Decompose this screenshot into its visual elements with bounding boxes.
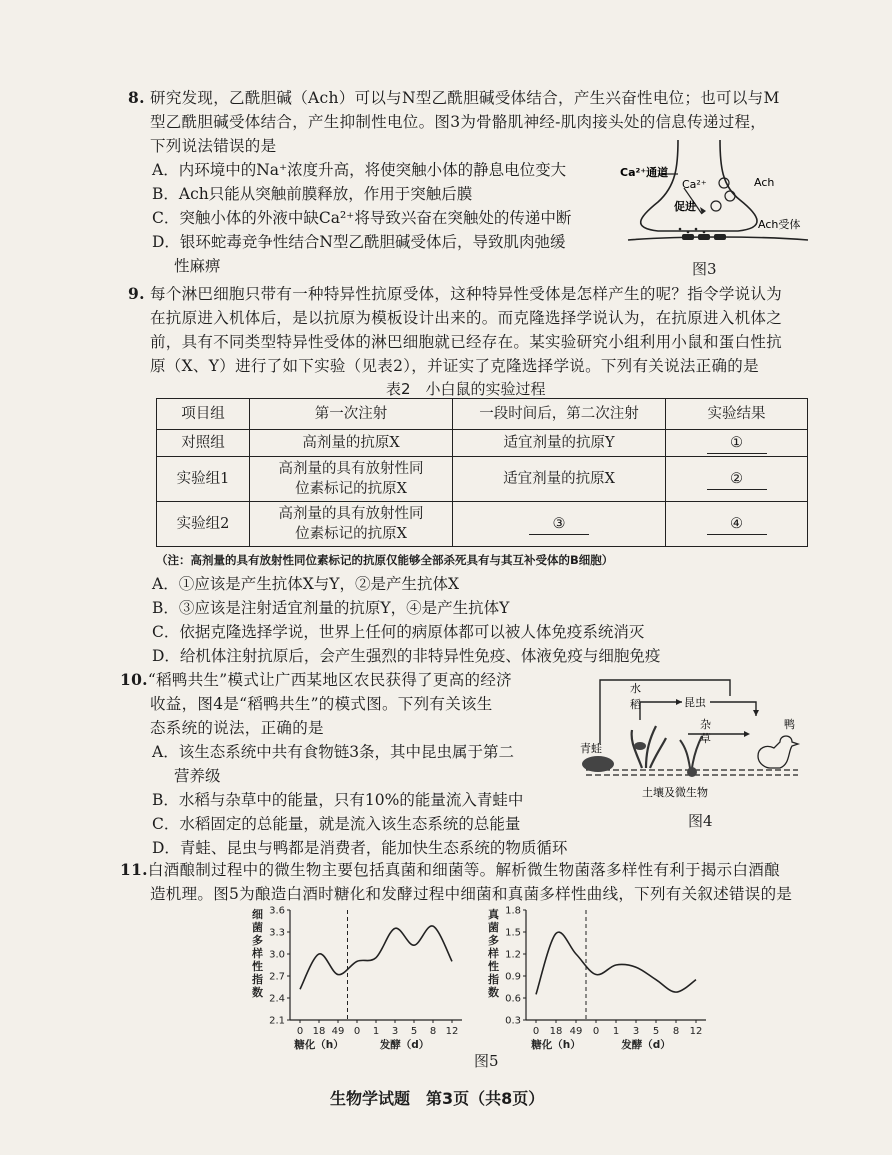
x-group-label: 发酵（d）	[621, 1039, 671, 1051]
rice-label-1: 水	[630, 682, 641, 695]
x-tick-label: 5	[410, 1026, 418, 1037]
y-tick-label: 2.4	[269, 993, 285, 1005]
bacteria-diversity-chart	[244, 902, 468, 1052]
y-axis-label: 菌	[488, 921, 499, 934]
table-cell: 实验组1	[157, 457, 250, 502]
ca-label: Ca²⁺	[682, 178, 707, 191]
table-cell	[250, 502, 453, 547]
y-tick-label: 0.9	[505, 971, 521, 983]
q9-stem-line: 在抗原进入机体后，是以抗原为模板设计出来的。而克隆选择学说认为，在抗原进入机体之	[150, 309, 783, 327]
q11-stem-line: 造机理。图5为酿造白酒时糖化和发酵过程中细菌和真菌多样性曲线，下列有关叙述错误的是	[150, 885, 793, 903]
result-blank: ①	[707, 433, 767, 454]
x-tick-label: 18	[312, 1026, 326, 1037]
q8-option-b: B．Ach只能从突触前膜释放，作用于突触后膜	[152, 185, 473, 203]
q10-stem-line: 收益，图4是“稻鸭共生”的模式图。下列有关该生	[150, 695, 493, 713]
page-footer: 生物学试题 第3页（共8页）	[330, 1089, 545, 1108]
experiment-table	[156, 398, 808, 547]
table-row	[157, 457, 808, 502]
q8-stem-line: 型乙酰胆碱受体结合，产生抑制性电位。图3为骨骼肌神经-肌肉接头处的信息传递过程，	[150, 113, 767, 131]
table-row	[157, 502, 808, 547]
frog-label: 青蛙	[580, 742, 602, 755]
weed-label-2: 草	[700, 732, 711, 745]
soil-label: 土壤及微生物	[642, 786, 708, 799]
table-header: 一段时间后，第二次注射	[453, 399, 666, 430]
y-axis-label: 指	[488, 973, 499, 986]
y-tick-label: 1.8	[505, 905, 521, 917]
table-header: 第一次注射	[250, 399, 453, 430]
q8-option-c: C．突触小体的外液中缺Ca²⁺将导致兴奋在突触处的传递中断	[152, 209, 572, 227]
promote-label: 促进	[674, 200, 696, 213]
table-row	[157, 430, 808, 457]
ach-receptor-label: Ach受体	[758, 218, 801, 231]
y-axis-label: 数	[488, 986, 499, 999]
table-header-row	[157, 399, 808, 430]
x-group-label: 发酵（d）	[379, 1039, 430, 1051]
y-axis-label: 样	[488, 947, 499, 960]
q8-stem-line: 下列说法错误的是	[150, 137, 277, 155]
ach-label: Ach	[754, 176, 775, 189]
q9-option-d: D．给机体注射抗原后，会产生强烈的非特异性免疫、体液免疫与细胞免疫	[152, 647, 661, 665]
table-header: 项目组	[157, 399, 250, 430]
q10-option-a-cont: 营养级	[174, 767, 221, 785]
x-tick-label: 49	[569, 1026, 583, 1037]
y-tick-label: 1.5	[505, 927, 521, 939]
q8-option-d-cont: 性麻痹	[174, 257, 221, 275]
duck-label: 鸭	[784, 718, 795, 731]
x-tick-label: 3	[632, 1026, 640, 1037]
injection-blank: ③	[529, 514, 589, 535]
table-cell: 适宜剂量的抗原X	[453, 457, 666, 502]
result-blank: ②	[707, 469, 767, 490]
x-tick-label: 0	[592, 1026, 600, 1037]
x-tick-label: 5	[652, 1026, 660, 1037]
y-tick-label: 2.1	[269, 1015, 285, 1027]
x-group-label: 糖化（h）	[294, 1039, 344, 1051]
x-tick-label: 8	[672, 1026, 680, 1037]
fungi-diversity-chart	[480, 902, 712, 1052]
q10-option-b: B．水稻与杂草中的能量，只有10%的能量流入青蛙中	[152, 791, 524, 809]
q10-stem-line: 态系统的说法，正确的是	[150, 719, 324, 737]
table-header: 实验结果	[666, 399, 808, 430]
table-cell: 适宜剂量的抗原Y	[453, 430, 666, 457]
x-tick-label: 0	[532, 1026, 540, 1037]
y-tick-label: 3.0	[269, 949, 285, 961]
q9-option-c: C．依据克隆选择学说，世界上任何的病原体都可以被人体免疫系统消灭	[152, 623, 645, 641]
q9-number: 9.	[128, 284, 145, 303]
ca-channel-label: Ca²⁺通道	[620, 166, 669, 179]
x-tick-label: 1	[372, 1026, 380, 1037]
x-tick-label: 8	[429, 1026, 437, 1037]
x-tick-label: 0	[353, 1026, 361, 1037]
table-cell	[250, 457, 453, 502]
table-cell: 高剂量的抗原X	[250, 430, 453, 457]
x-tick-label: 1	[612, 1026, 620, 1037]
table-cell	[666, 430, 808, 457]
q11-number: 11.	[120, 860, 148, 879]
q9-stem-line: 每个淋巴细胞只带有一种特异性抗原受体，这种特异性受体是怎样产生的呢？指令学说认为	[150, 285, 783, 303]
figure4-caption: 图4	[688, 812, 713, 830]
q10-option-d: D．青蛙、昆虫与鸭都是消费者，能加快生态系统的物质循环	[152, 839, 568, 857]
q8-stem-line: 研究发现，乙酰胆碱（Ach）可以与N型乙酰胆碱受体结合，产生兴奋性电位；也可以与M	[150, 89, 780, 107]
weed-label-1: 杂	[700, 718, 711, 731]
table-cell	[666, 502, 808, 547]
q10-option-c: C．水稻固定的总能量，就是流入该生态系统的总能量	[152, 815, 521, 833]
q10-option-a: A．该生态系统中共有食物链3条，其中昆虫属于第二	[152, 743, 515, 761]
y-axis-label: 性	[488, 960, 499, 973]
q11-stem	[120, 858, 820, 906]
y-axis-label: 真	[488, 908, 499, 921]
y-tick-label: 2.7	[269, 971, 285, 983]
y-tick-label: 0.6	[505, 993, 521, 1005]
table-cell: 对照组	[157, 430, 250, 457]
q8-number: 8.	[128, 88, 145, 107]
y-tick-label: 3.3	[269, 927, 285, 939]
x-tick-label: 0	[296, 1026, 304, 1037]
q11-stem-line: 白酒酿制过程中的微生物主要包括真菌和细菌等。解析微生物菌落多样性有利于揭示白酒酿	[147, 861, 780, 879]
y-axis-label: 指	[252, 973, 263, 986]
y-axis-label: 数	[252, 986, 263, 999]
q9-option-a: A．①应该是产生抗体X与Y，②是产生抗体X	[152, 575, 459, 593]
q9-stem-line: 前，具有不同类型特异性受体的淋巴细胞就已经存在。某实验研究小组利用小鼠和蛋白性抗	[150, 333, 783, 351]
table-note: （注：高剂量的具有放射性同位素标记的抗原仅能够全部杀死具有与其互补受体的B细胞）	[156, 553, 614, 567]
rice-label-2: 稻	[630, 698, 641, 711]
cell-line: 位素标记的抗原X	[295, 481, 407, 497]
q8-option-a: A．内环境中的Na⁺浓度升高，将使突触小体的静息电位变大	[152, 161, 567, 179]
y-axis-label: 样	[252, 947, 263, 960]
y-tick-label: 1.2	[505, 949, 521, 961]
q10-number: 10.	[120, 670, 148, 689]
q10-stem-line: “稻鸭共生”模式让广西某地区农民获得了更高的经济	[147, 671, 512, 689]
series-line	[300, 926, 452, 989]
rice-duck-figure	[570, 672, 815, 804]
x-group-label: 糖化（h）	[531, 1039, 581, 1051]
y-axis-label: 细	[252, 908, 263, 921]
table2-caption: 表2 小白鼠的实验过程	[386, 380, 546, 398]
x-tick-label: 18	[549, 1026, 563, 1037]
q8-options	[152, 158, 622, 278]
x-tick-label: 49	[331, 1026, 345, 1037]
q9-stem-line: 原（X、Y）进行了如下实验（见表2），并证实了克隆选择学说。下列有关说法正确的是	[150, 357, 759, 375]
table-cell: 实验组2	[157, 502, 250, 547]
y-tick-label: 0.3	[505, 1015, 521, 1027]
q9-options	[152, 572, 832, 668]
insect-label: 昆虫	[684, 696, 706, 709]
y-axis-label: 菌	[252, 921, 263, 934]
y-axis-label: 多	[488, 934, 499, 947]
x-tick-label: 12	[689, 1026, 703, 1037]
y-tick-label: 3.6	[269, 905, 285, 917]
q9-option-b: B．③应该是注射适宜剂量的抗原Y，④是产生抗体Y	[152, 599, 510, 617]
series-line	[536, 932, 696, 994]
q8-option-d: D．银环蛇毒竞争性结合N型乙酰胆碱受体后，导致肌肉弛缓	[152, 233, 566, 251]
q9-stem	[128, 282, 818, 378]
figure5-caption: 图5	[474, 1052, 499, 1070]
cell-line: 高剂量的具有放射性同	[278, 461, 424, 477]
x-tick-label: 12	[445, 1026, 459, 1037]
synapse-figure	[618, 136, 818, 254]
figure3-caption: 图3	[692, 260, 717, 278]
table-cell	[666, 457, 808, 502]
result-blank: ④	[707, 514, 767, 535]
y-axis-label: 多	[252, 934, 263, 947]
table-cell	[453, 502, 666, 547]
q10-stem	[120, 668, 560, 740]
x-tick-label: 3	[391, 1026, 399, 1037]
cell-line: 高剂量的具有放射性同	[278, 506, 424, 522]
cell-line: 位素标记的抗原X	[295, 526, 407, 542]
y-axis-label: 性	[252, 960, 263, 973]
